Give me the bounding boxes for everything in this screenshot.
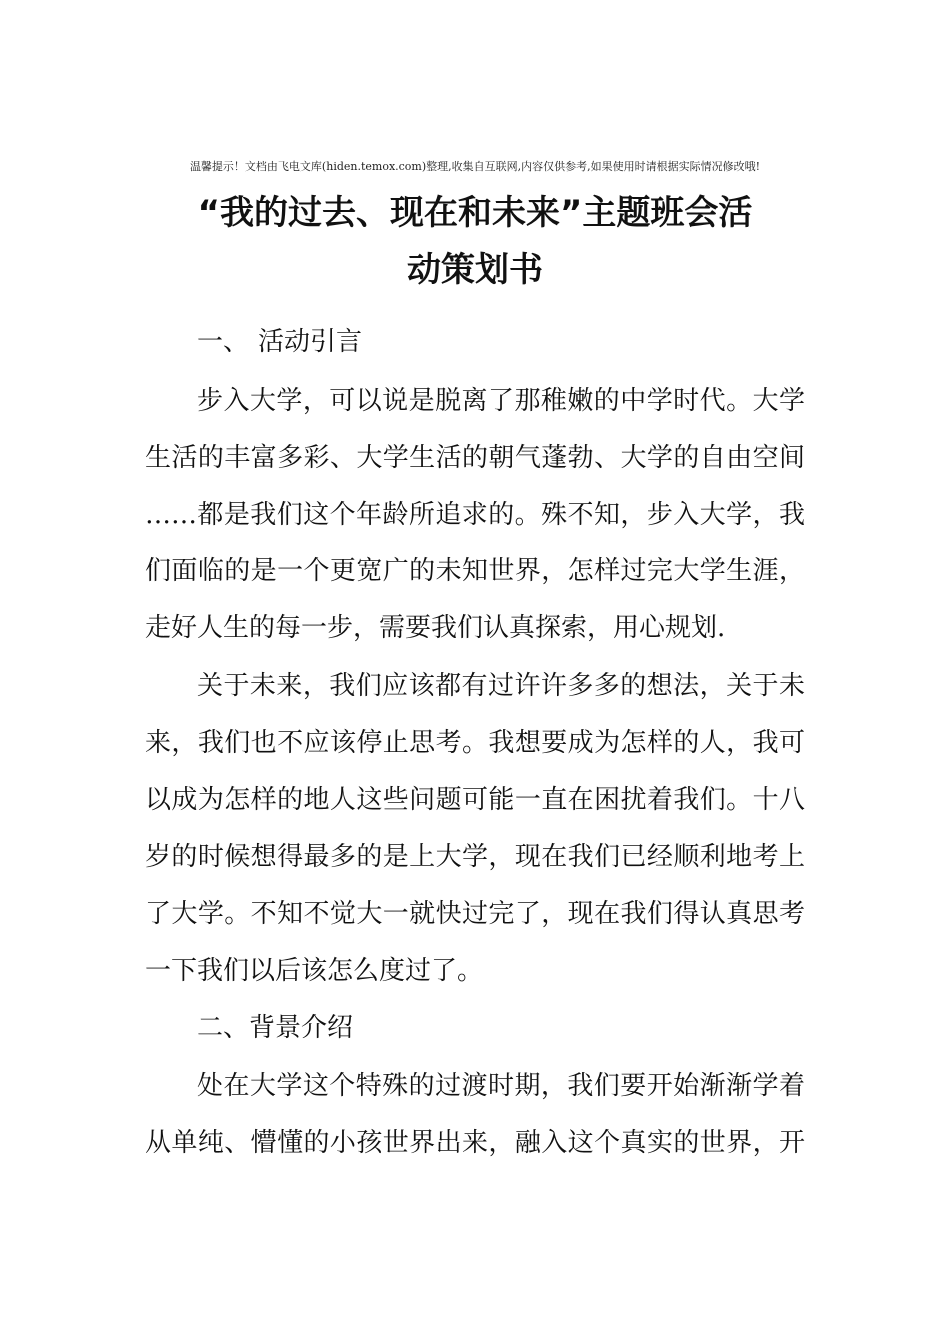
document-title-line-1: “我的过去、现在和未来”主题班会活 [197, 193, 753, 233]
paragraph-2-line-3: 以成为怎样的地人这些问题可能一直在困扰着我们。十八 [145, 785, 805, 815]
paragraph-2-line-2: 来，我们也不应该停止思考。我想要成为怎样的人，我可 [145, 728, 805, 758]
paragraph-2-line-5: 了大学。不知不觉大一就快过完了，现在我们得认真思考 [145, 899, 805, 929]
paragraph-1-line-5: 走好人生的每一步，需要我们认真探索，用心规划. [145, 613, 726, 643]
section-1-number: 一、 [197, 327, 250, 357]
paragraph-1-line-3: ……都是我们这个年龄所追求的。殊不知，步入大学，我 [145, 500, 805, 530]
download-notice: 温馨提示！文档由飞电文库(hiden.temox.com)整理,收集自互联网,内容仅供参考,如果使用时请根据实际情况修改哦! [189, 160, 761, 173]
section-1-title: 活动引言 [258, 327, 363, 357]
paragraph-2-line-6: 一下我们以后该怎么度过了。 [145, 956, 484, 986]
paragraph-1-line-2: 生活的丰富多彩、大学生活的朝气蓬勃、大学的自由空间 [145, 443, 805, 473]
document-title-line-2: 动策划书 [407, 250, 543, 290]
paragraph-3-line-1: 处在大学这个特殊的过渡时期，我们要开始渐渐学着 [197, 1071, 805, 1101]
paragraph-3-line-2: 从单纯、懵懂的小孩世界出来，融入这个真实的世界，开 [145, 1128, 805, 1158]
paragraph-2-line-4: 岁的时候想得最多的是上大学，现在我们已经顺利地考上 [145, 842, 805, 872]
paragraph-2-line-1: 关于未来，我们应该都有过许许多多的想法，关于未 [197, 671, 805, 701]
section-2-heading: 二、背景介绍 [197, 1013, 354, 1043]
paragraph-1-line-4: 们面临的是一个更宽广的未知世界，怎样过完大学生涯， [145, 556, 805, 586]
paragraph-1-line-1: 步入大学，可以说是脱离了那稚嫩的中学时代。大学 [197, 386, 805, 416]
section-1-heading [145, 322, 805, 362]
